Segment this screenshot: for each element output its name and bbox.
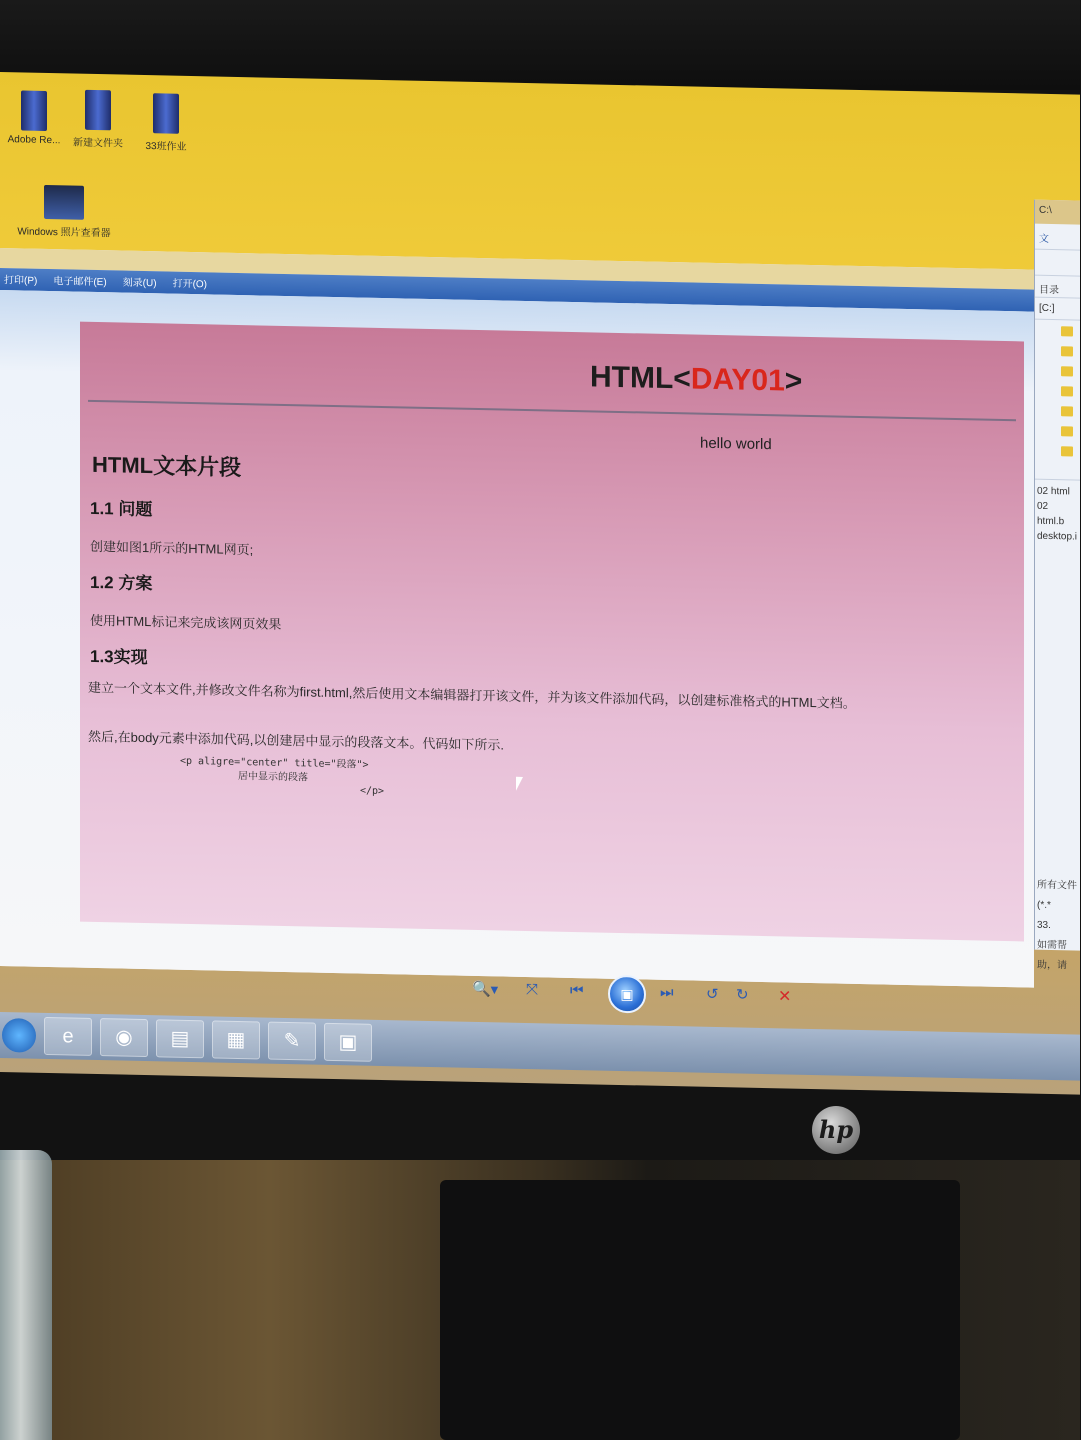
implementation-text-2: 然后,在body元素中添加代码,以创建居中显示的段落文本。代码如下所示. xyxy=(88,728,505,753)
taskbar xyxy=(0,1012,1080,1081)
file-item[interactable]: desktop.i xyxy=(1037,530,1078,543)
explorer-folder-tree[interactable] xyxy=(1035,320,1080,481)
slideshow-button[interactable]: ▣ xyxy=(608,975,646,1014)
folder-icon xyxy=(1061,426,1073,436)
code-line-2: 居中显示的段落 xyxy=(238,770,308,784)
plan-text: 使用HTML标记来完成该网页效果 xyxy=(90,612,282,632)
explorer-drive-label[interactable]: [C:] xyxy=(1035,298,1080,321)
delete-icon[interactable]: ✕ xyxy=(778,988,792,1006)
monitor-screen xyxy=(0,72,1080,1095)
desktop-icon-new-folder[interactable]: 新建文件夹 xyxy=(70,89,126,149)
explorer-file-list xyxy=(1035,480,1080,549)
subheading-problem: 1.1 问题 xyxy=(90,498,153,520)
code-line-3: </p> xyxy=(360,785,385,798)
explorer-nav-icons[interactable] xyxy=(1035,250,1080,277)
subheading-plan: 1.2 方案 xyxy=(90,572,153,594)
taskbar-chrome-icon[interactable]: ◉ xyxy=(100,1018,148,1057)
desktop-icon-homework[interactable]: 33班作业 xyxy=(138,93,194,153)
folder-icon xyxy=(1061,446,1073,456)
actual-size-icon[interactable]: ⤧ xyxy=(526,981,539,999)
desktop-icons xyxy=(0,80,230,255)
adobe-reader-icon xyxy=(21,90,47,131)
desktop-icon-adobe[interactable]: Adobe Re... xyxy=(6,90,62,146)
hp-logo: hp xyxy=(812,1106,860,1154)
explorer-footer xyxy=(1035,876,1081,977)
menu-open[interactable]: 打开(O) xyxy=(172,278,208,291)
folder-icon xyxy=(1061,346,1073,356)
section-heading: HTML文本片段 xyxy=(92,451,242,481)
subheading-implementation: 1.3实现 xyxy=(90,646,148,668)
viewer-controls xyxy=(448,971,808,1021)
file-item[interactable]: 02 html xyxy=(1037,485,1070,498)
folder-icon xyxy=(1061,366,1073,376)
water-bottle xyxy=(0,1150,52,1440)
title-divider xyxy=(88,400,1016,421)
taskbar-paint-icon[interactable]: ✎ xyxy=(268,1022,316,1061)
folder-icon xyxy=(1061,326,1073,336)
explorer-toolbar[interactable]: 文 xyxy=(1035,224,1080,251)
explorer-title: C:\ xyxy=(1035,200,1080,225)
selection-count: 33. xyxy=(1037,919,1051,932)
implementation-text: 建立一个文本文件,并修改文件名称为first.html,然后使用文本编辑器打开该文件，并为该文件添加代码，以创建标准格式的HTML文档。 xyxy=(88,679,856,711)
zoom-icon[interactable]: 🔍▾ xyxy=(472,980,499,999)
help-text: 如需帮助，请 xyxy=(1037,939,1067,972)
problem-text: 创建如图1所示的HTML网页; xyxy=(90,538,254,558)
photo-viewer-window xyxy=(0,248,1034,988)
folder-icon xyxy=(85,90,111,131)
folder-icon xyxy=(1061,406,1073,416)
explorer-panel xyxy=(1034,200,1080,972)
hello-text: hello world xyxy=(700,434,772,454)
file-item[interactable]: 02 html.b xyxy=(1037,500,1065,528)
next-icon[interactable]: ⏭ xyxy=(660,983,674,1002)
code-line-1: <p aligre="center" title="段落"> xyxy=(180,755,369,771)
explorer-dir-label: 目录 xyxy=(1035,276,1080,299)
displayed-page-image xyxy=(80,322,1024,942)
folder-icon xyxy=(1061,386,1073,396)
rotate-right-icon[interactable]: ↻ xyxy=(736,986,749,1004)
rotate-left-icon[interactable]: ↺ xyxy=(706,985,719,1004)
taskbar-ie-icon[interactable]: e xyxy=(44,1017,92,1056)
mouse-cursor-icon xyxy=(516,777,527,791)
page-title: HTML<DAY01> xyxy=(590,360,803,398)
file-filter-select[interactable]: 所有文件 (*.* xyxy=(1037,879,1077,912)
menu-burn[interactable]: 刻录(U) xyxy=(122,277,157,290)
menu-email[interactable]: 电子邮件(E) xyxy=(53,276,107,289)
menu-print[interactable]: 打印(P) xyxy=(4,275,38,287)
taskbar-explorer-icon[interactable]: ▤ xyxy=(156,1019,204,1058)
desktop-icon-photo-viewer[interactable]: Windows 照片查看器 xyxy=(4,184,124,240)
taskbar-photo-viewer-icon[interactable]: ▣ xyxy=(324,1023,372,1062)
monitor-stand xyxy=(440,1180,960,1440)
previous-icon[interactable]: ⏮ xyxy=(570,981,584,1000)
taskbar-app-icon[interactable]: ▦ xyxy=(212,1020,260,1059)
viewer-body xyxy=(0,290,1034,988)
start-button[interactable] xyxy=(2,1018,36,1053)
folder-icon xyxy=(153,93,179,134)
computer-icon xyxy=(44,185,84,220)
